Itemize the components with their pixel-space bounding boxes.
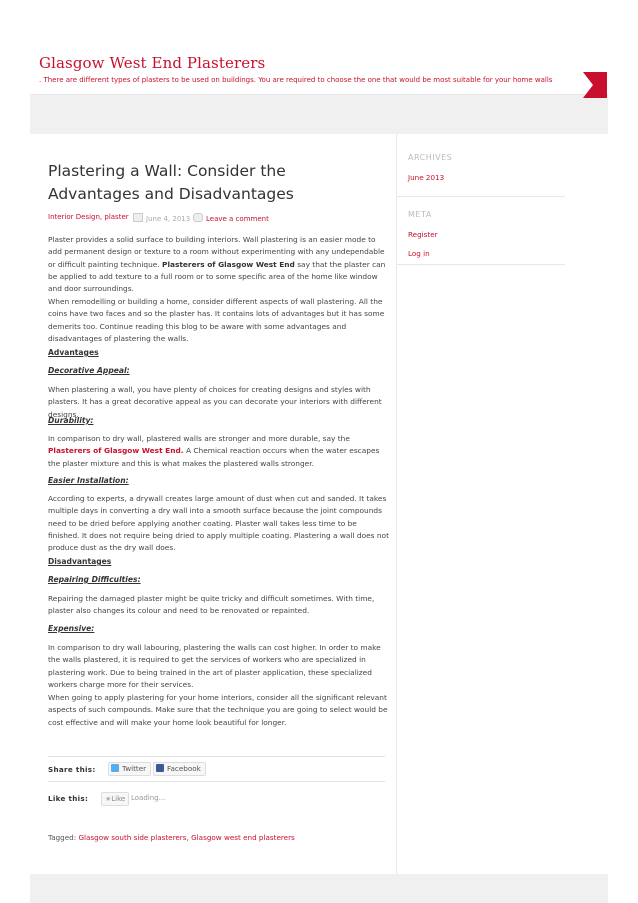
decorative-text: When plastering a wall, you have plenty of choices for creating designs and styles with plasters. It has a great decorative appeal as you can decorate your interiors with different designs. <box>48 385 382 419</box>
tag-link-west-end[interactable]: Glasgow west end plasterers <box>191 833 295 842</box>
tags-label: Tagged: <box>48 833 77 842</box>
twitter-icon <box>111 764 119 772</box>
calendar-icon <box>133 213 143 222</box>
post-title[interactable]: Plastering a Wall: Consider the Advantages and Disadvantages <box>48 162 294 203</box>
comment-link-text[interactable]: Leave a comment <box>206 215 269 223</box>
closing-paragraph: When going to apply plastering for your home interiors, consider all the significant relevant aspects of such compounds. Make sure that the technique you are going to select would be cost effective and will make your home look beautiful for longer. <box>48 693 388 727</box>
durability-text <box>48 433 390 470</box>
star-icon: ★ <box>105 795 112 803</box>
tag-link-south-side[interactable]: Glasgow south side plasterers <box>78 833 187 842</box>
facebook-label: Facebook <box>167 764 201 773</box>
text: A Chemical reaction occurs when the water escapes the plaster mixture and this is what makes the plastered walls stronger. <box>48 446 380 468</box>
post-tags <box>48 833 295 842</box>
easier-installation-heading: Easier Installation: <box>48 476 129 485</box>
post-date <box>133 213 190 223</box>
share-label: Share this: <box>48 765 96 774</box>
expensive-text: In comparison to dry wall labouring, plastering the walls can cost higher. In order to make the walls plastered, it is required to get the services of workers who are specialized in plastering work. Due to being trained in the art of plaster application, these specialized workers charge more for their services. <box>48 643 381 689</box>
site-header <box>30 30 608 95</box>
share-divider-top <box>48 756 385 757</box>
post-categories[interactable]: Interior Design, plaster <box>48 213 129 221</box>
twitter-share-button[interactable] <box>108 762 151 776</box>
comment-icon <box>193 213 203 222</box>
archives-widget-title: ARCHIVES <box>408 153 453 162</box>
twitter-label: Twitter <box>122 764 147 773</box>
intro-paragraph-1 <box>48 234 390 295</box>
widget-divider <box>397 196 565 197</box>
site-tagline: . There are different types of plasters to be used on buildings. You are required to choose the one that would be most suitable for your home walls <box>39 76 553 84</box>
repairing-heading: Repairing Difficulties: <box>48 575 141 584</box>
widget-divider <box>397 264 565 265</box>
like-loading-text: Loading... <box>131 794 166 802</box>
like-button[interactable] <box>101 792 129 806</box>
meta-widget-title: META <box>408 210 432 219</box>
like-button-label: Like <box>111 795 126 803</box>
disadvantages-heading: Disadvantages <box>48 557 112 566</box>
bold-text: Plasterers of Glasgow West End <box>162 259 295 269</box>
site-title[interactable]: Glasgow West End Plasterers <box>39 54 266 72</box>
sidebar <box>396 134 567 874</box>
durability-heading: Durability: <box>48 416 94 425</box>
expensive-heading: Expensive: <box>48 624 95 633</box>
share-divider-bottom <box>48 781 385 782</box>
text: In comparison to dry wall, plastered walls are stronger and more durable, say the <box>48 434 350 443</box>
intro-paragraph-2: When remodelling or building a home, consider different aspects of wall plastering. All the coins have two faces and so the plaster has. It contains lots of advantages but it has some demerits too. Continue reading this blog to be aware with some advantages and disadvantages of plastering the walls. <box>48 297 385 343</box>
facebook-icon <box>156 764 164 772</box>
plasterers-link[interactable]: Plasterers of Glasgow West End. <box>48 446 184 456</box>
login-link[interactable]: Log in <box>408 249 430 258</box>
post-date-text: June 4, 2013 <box>146 215 191 223</box>
text: say that the plaster can be applied to add texture to a full room or to some specific area of the home like window and door surroundings. <box>48 259 386 294</box>
advantages-heading: Advantages <box>48 348 99 357</box>
register-link[interactable]: Register <box>408 230 438 239</box>
facebook-share-button[interactable] <box>153 762 206 776</box>
text: Plaster provides a solid surface to building interiors. Wall plastering is an easier mode to add permanent design or texture to a room without experimenting with any undependable or difficult painting technique. <box>48 235 385 269</box>
ribbon-icon <box>583 72 607 98</box>
tag-separator: , <box>186 833 189 842</box>
like-label: Like this: <box>48 794 89 803</box>
comment-link[interactable] <box>193 213 269 223</box>
archive-link-june-2013[interactable]: June 2013 <box>408 173 445 182</box>
easier-installation-text: According to experts, a drywall creates large amount of dust when cut and sanded. It takes multiple days in converting a dry wall into a smooth surface because the joint compounds need to be dried before applying another coating. Plaster wall takes less time to be finished. It does not require being dried to apply multiple coating. Plastering a wall does not produce dust as the dry wall does. <box>48 494 389 553</box>
decorative-heading: Decorative Appeal: <box>48 366 130 375</box>
post-meta <box>48 213 269 223</box>
repairing-text: Repairing the damaged plaster might be quite tricky and difficult sometimes. With time, plaster also changes its colour and need to be renovated or repainted. <box>48 594 375 616</box>
